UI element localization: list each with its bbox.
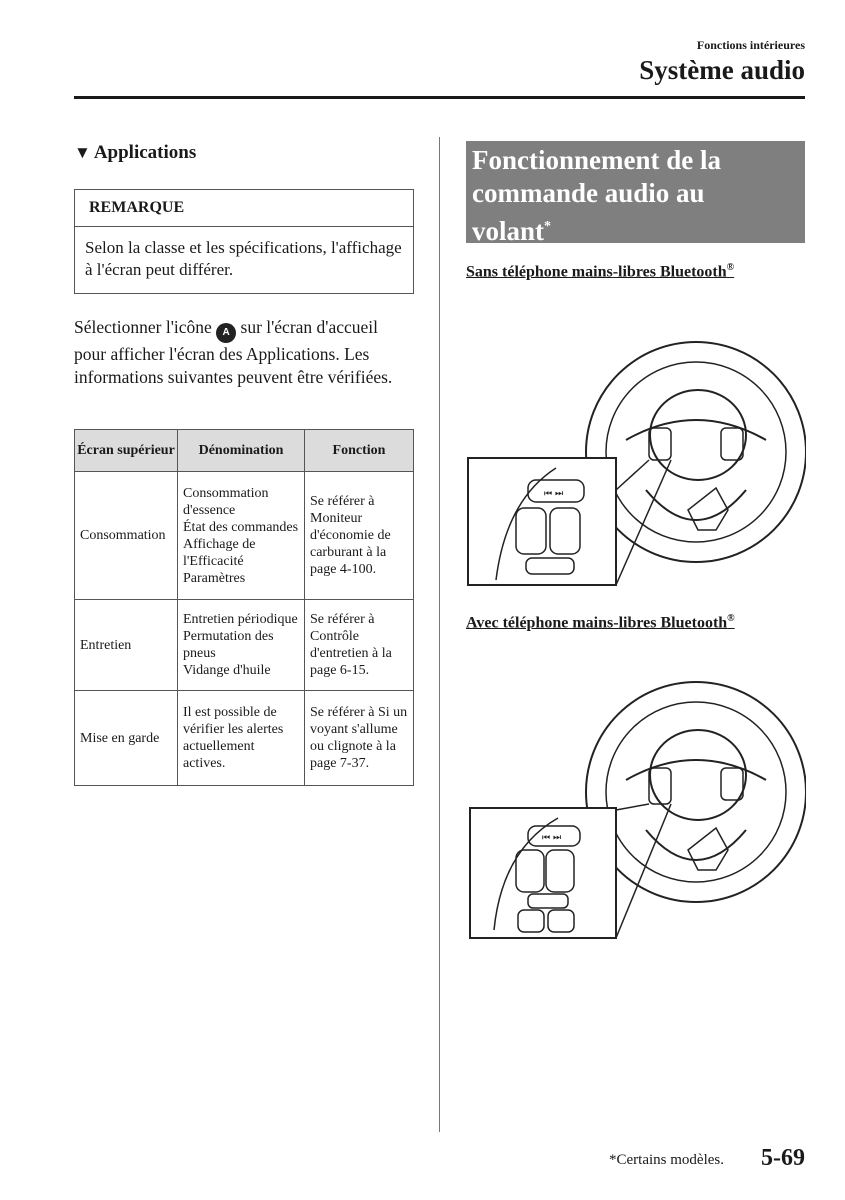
steering-wheel-illustration-with-bluetooth: [466, 680, 806, 945]
applications-heading-text: Applications: [93, 142, 197, 163]
footnote: *Certains modèles.: [609, 1152, 724, 1168]
applications-heading: [74, 142, 196, 164]
header-page-title: Système audio: [639, 55, 805, 85]
intro-paragraph: [74, 316, 414, 388]
steering-wheel-rim: [586, 682, 806, 902]
steering-audio-title-box: [466, 141, 805, 246]
table-header-cell: Fonction: [305, 430, 414, 472]
intro-text-part2: sur l'écran d'accueil pour afficher l'écran des Applications. Les informations suivantes peuvent être vérifiées.: [74, 317, 393, 387]
table-row: [75, 691, 414, 786]
button-cluster-left: [649, 428, 671, 460]
table-cell-names: [178, 691, 305, 786]
name-item: Permutation des pneus: [183, 629, 274, 661]
steering-wheel-illustration-no-bluetooth: [466, 340, 806, 595]
name-item: Consommation d'essence: [183, 485, 269, 518]
subheading-with-bluetooth: Avec téléphone mains-libres Bluetooth®: [466, 613, 735, 632]
table-cell-function: Se référer à Moniteur d'économie de carburant à la page 4-100.: [305, 472, 414, 600]
name-item: État des commandes: [183, 519, 299, 535]
note-label: REMARQUE: [75, 190, 413, 227]
table-cell-function: Se référer à Contrôle d'entretien à la page 6-15.: [305, 600, 414, 691]
header-section-label: Fonctions intérieures: [696, 38, 805, 52]
button-cluster-right: [721, 428, 743, 460]
button-cluster-right: [721, 768, 743, 800]
intro-text-part1: Sélectionner l'icône: [74, 317, 212, 337]
triangle-down-icon: ▼: [74, 143, 91, 162]
table-header-cell: Écran supérieur: [75, 430, 178, 472]
steering-wheel-rim: [586, 342, 806, 562]
header-rule: [74, 96, 805, 99]
name-item: Vidange d'huile: [183, 663, 271, 678]
steering-wheel-hub: [650, 390, 746, 480]
name-item: Il est possible de vérifier les alertes actuellement actives.: [183, 705, 284, 771]
column-divider: [439, 137, 440, 1132]
name-item: Affichage de l'Efficacité: [183, 536, 256, 569]
table-header-cell: Dénomination: [178, 430, 305, 472]
applications-icon: A: [216, 323, 236, 343]
subheading-without-bluetooth: Sans téléphone mains-libres Bluetooth®: [466, 262, 735, 281]
name-item: Entretien périodique: [183, 612, 298, 627]
table-cell-screen: Consommation: [75, 472, 178, 600]
table-row: [75, 472, 414, 600]
table-row: [75, 600, 414, 691]
steering-wheel-hub: [650, 730, 746, 820]
note-text: Selon la classe et les spécifications, l'affichage à l'écran peut différer.: [85, 238, 402, 279]
table-cell-screen: Mise en garde: [75, 691, 178, 786]
registered-mark: ®: [727, 613, 735, 624]
table-cell-names: [178, 472, 305, 600]
svg-text:⏮ ⏭: ⏮ ⏭: [544, 489, 564, 499]
table-cell-screen: Entretien: [75, 600, 178, 691]
page-number: 5-69: [761, 1145, 805, 1171]
steering-title-line: Fonctionnement de la: [472, 145, 721, 175]
table-cell-function: Se référer à Si un voyant s'allume ou clignote à la page 7-37.: [305, 691, 414, 786]
asterisk-mark: *: [544, 219, 552, 234]
svg-text:⏮ ⏭: ⏮ ⏭: [542, 833, 562, 843]
applications-table: [74, 429, 414, 786]
switch-detail-inset: [468, 458, 616, 585]
table-header-row: [75, 430, 414, 472]
steering-title-line: volant*: [472, 216, 552, 246]
registered-mark: ®: [726, 262, 735, 273]
table-cell-names: [178, 600, 305, 691]
steering-title-line: commande audio au: [472, 178, 705, 208]
name-item: Paramètres: [183, 570, 246, 586]
note-box: [74, 189, 414, 294]
